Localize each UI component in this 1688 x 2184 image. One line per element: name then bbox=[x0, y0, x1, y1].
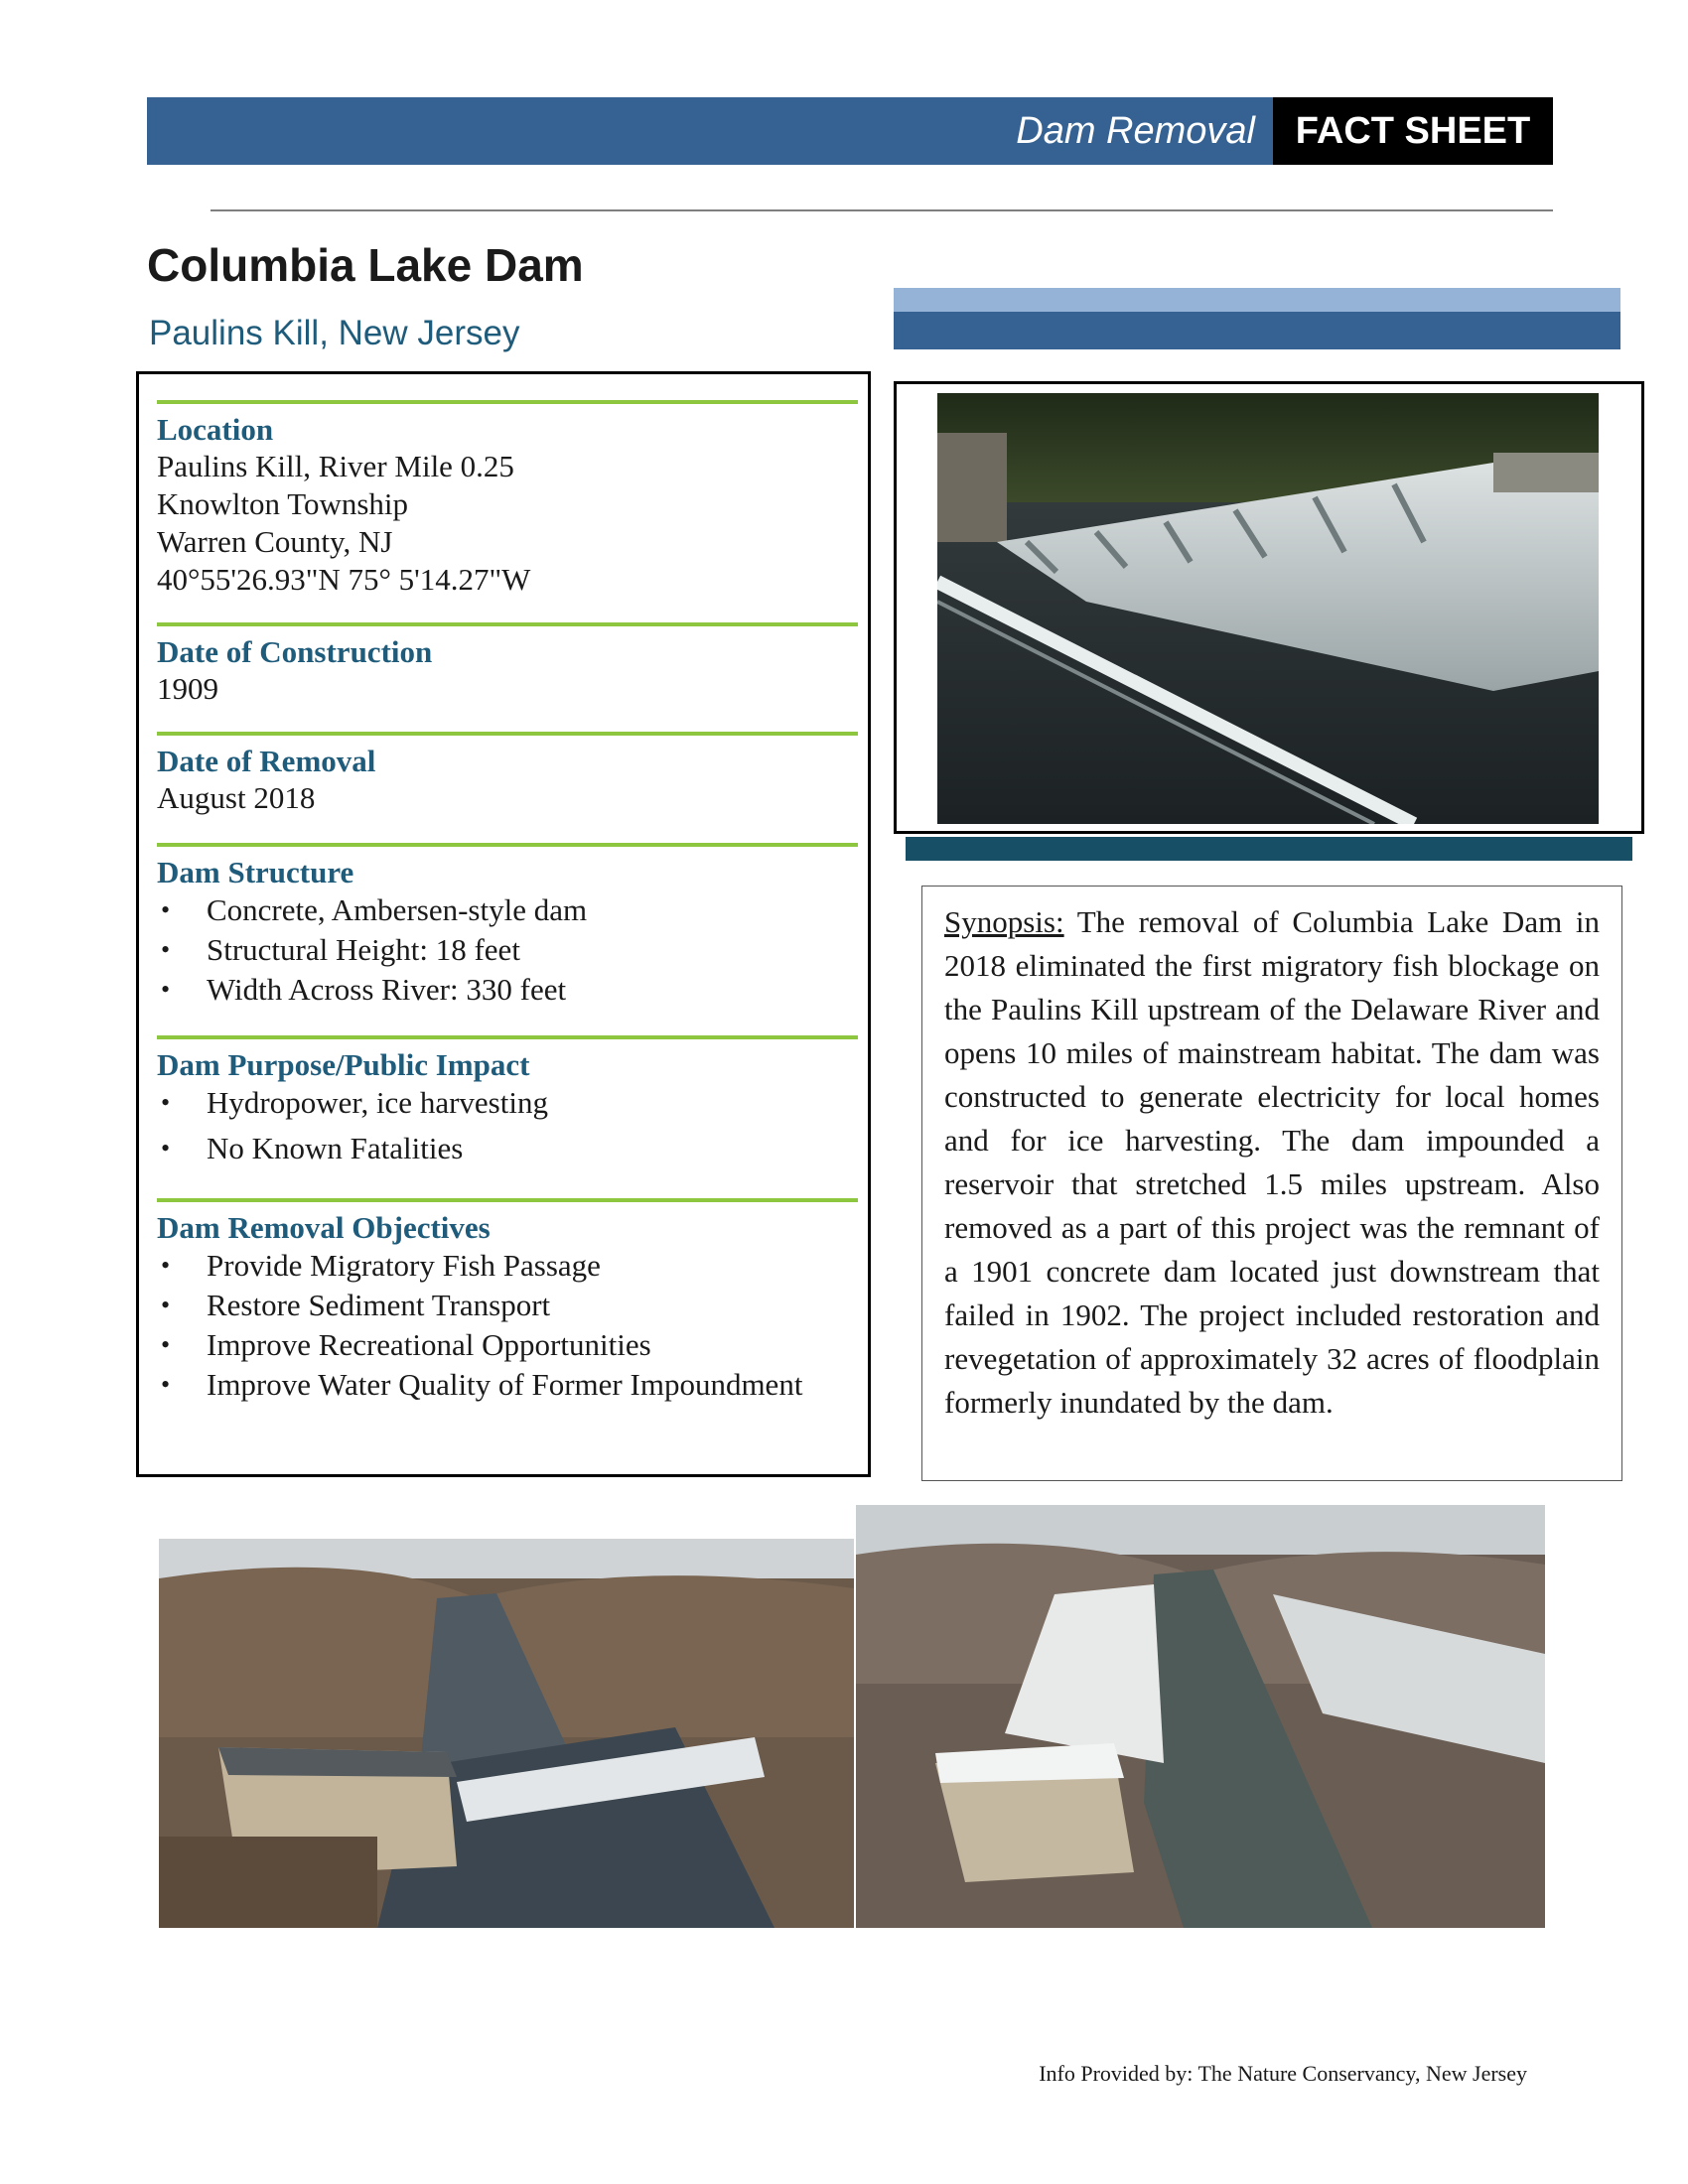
construction-date: 1909 bbox=[157, 671, 218, 706]
list-item: • Concrete, Ambersen-style dam bbox=[157, 890, 858, 930]
section-rule bbox=[157, 400, 858, 404]
location-line: Knowlton Township bbox=[157, 486, 409, 521]
list-item: • Structural Height: 18 feet bbox=[157, 930, 858, 970]
removal-date: August 2018 bbox=[157, 780, 316, 815]
page-subtitle: Paulins Kill, New Jersey bbox=[149, 314, 520, 352]
location-line: 40°55'26.93"N 75° 5'14.27"W bbox=[157, 562, 531, 597]
section-heading: Location bbox=[157, 412, 274, 447]
header-divider bbox=[211, 209, 1553, 211]
section-rule bbox=[157, 1035, 858, 1039]
section-removal-date bbox=[157, 732, 858, 817]
section-objectives bbox=[157, 1198, 858, 1405]
page-title: Columbia Lake Dam bbox=[147, 239, 584, 291]
decorative-bar-teal bbox=[906, 837, 1632, 861]
location-line: Paulins Kill, River Mile 0.25 bbox=[157, 449, 514, 483]
section-construction bbox=[157, 622, 858, 708]
section-rule bbox=[157, 732, 858, 736]
decorative-bar-light bbox=[894, 288, 1620, 312]
list-item: • Improve Water Quality of Former Impoundment bbox=[157, 1365, 858, 1405]
list-item: • Improve Recreational Opportunities bbox=[157, 1325, 858, 1365]
synopsis-box bbox=[921, 886, 1622, 1481]
section-rule bbox=[157, 843, 858, 847]
synopsis-label: Synopsis: bbox=[944, 904, 1064, 939]
dam-spillway-photo bbox=[937, 393, 1599, 824]
section-heading: Date of Construction bbox=[157, 634, 433, 669]
section-rule bbox=[157, 1198, 858, 1202]
decorative-bar-dark bbox=[894, 312, 1620, 349]
section-rule bbox=[157, 622, 858, 626]
section-heading: Dam Removal Objectives bbox=[157, 1210, 491, 1245]
list-item: • No Known Fatalities bbox=[157, 1129, 858, 1168]
list-item: • Provide Migratory Fish Passage bbox=[157, 1246, 858, 1286]
synopsis-body: The removal of Columbia Lake Dam in 2018 eliminated the first migratory fish blockage on the Paulins Kill upstream of the Delaware River and opens 10 miles of mainstream habitat. The dam was constructed to generate electricity for local homes and for ice harvesting. The dam impounded a reservoir that stretched 1.5 miles upstream. Also removed as a part of this project was the remnant of a 1901 concrete dam located just downstream that failed in 1902. The project included restoration and revegetation of approximately 32 acres of floodplain formerly inundated by the dam. bbox=[944, 904, 1600, 1420]
fact-sheet-label: FACT SHEET bbox=[1273, 97, 1553, 165]
header-banner bbox=[147, 97, 1553, 165]
banner-subtitle: Dam Removal bbox=[1016, 110, 1255, 152]
section-purpose bbox=[157, 1035, 858, 1168]
section-dam-structure bbox=[157, 843, 858, 1010]
info-box bbox=[136, 371, 871, 1477]
section-heading: Date of Removal bbox=[157, 744, 376, 778]
section-heading: Dam Structure bbox=[157, 855, 354, 889]
list-item: • Restore Sediment Transport bbox=[157, 1286, 858, 1325]
credit-line: Info Provided by: The Nature Conservancy, New Jersey bbox=[1039, 2061, 1527, 2086]
list-item: • Hydropower, ice harvesting bbox=[157, 1083, 858, 1123]
synopsis-text bbox=[944, 900, 1600, 1425]
list-item: • Width Across River: 330 feet bbox=[157, 970, 858, 1010]
aerial-photo-before bbox=[159, 1539, 854, 1928]
aerial-photo-after bbox=[856, 1505, 1545, 1928]
section-location bbox=[157, 400, 858, 599]
section-heading: Dam Purpose/Public Impact bbox=[157, 1047, 530, 1082]
location-line: Warren County, NJ bbox=[157, 524, 393, 559]
